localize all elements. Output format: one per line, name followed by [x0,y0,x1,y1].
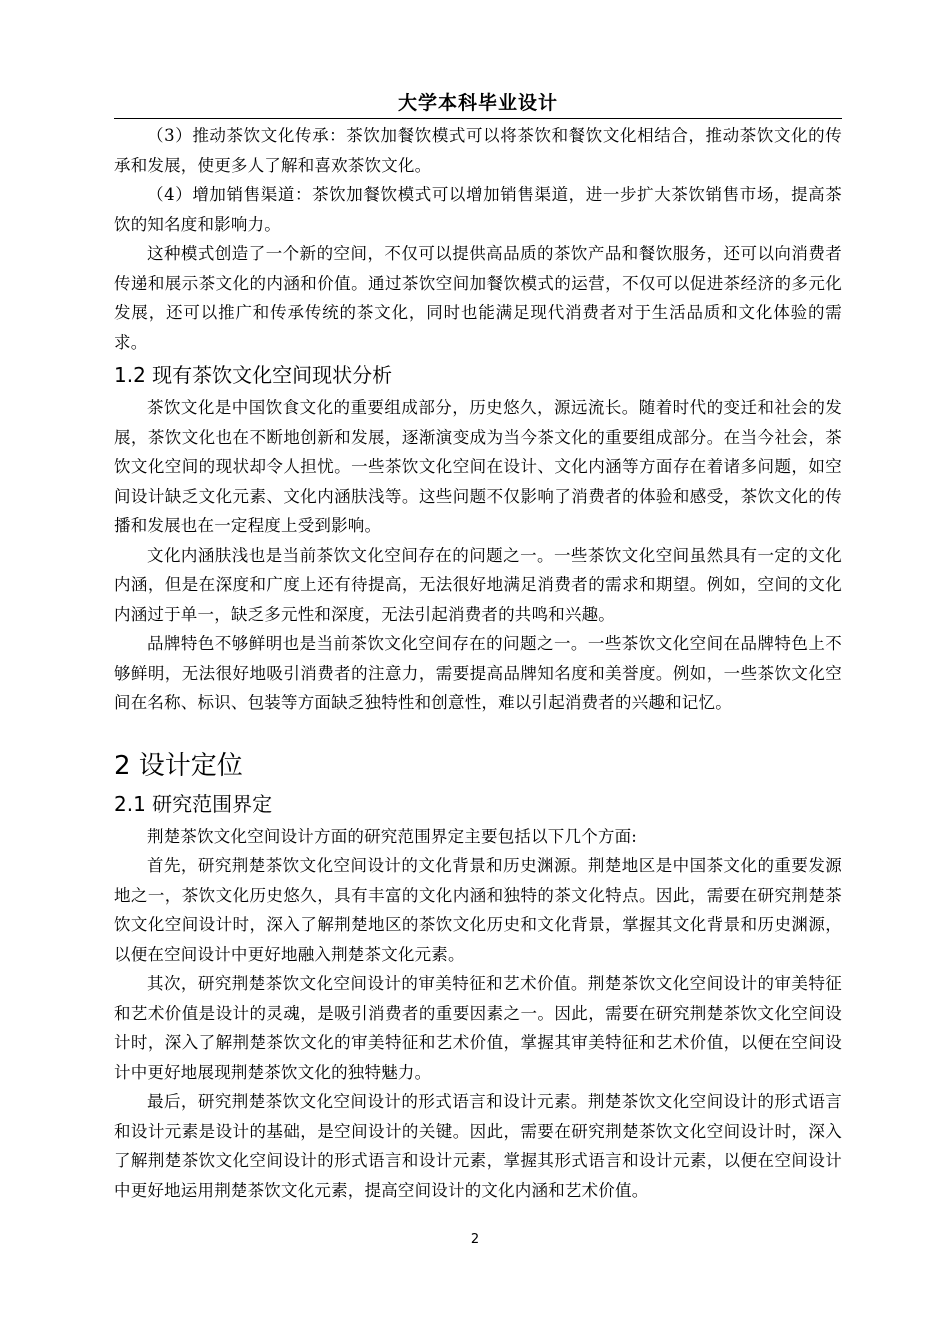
header-divider [114,118,842,119]
section-heading-1-2: 1.2 现有茶饮文化空间现状分析 [114,363,393,387]
body-paragraph: 文化内涵肤浅也是当前茶饮文化空间存在的问题之一。一些茶饮文化空间虽然具有一定的文化内涵，但是在深度和广度上还有待提高，无法很好地满足消费者的需求和期望。例如，空间的文化内涵过于单一，缺乏多元性和深度，无法引起消费者的共鸣和兴趣。 [114,545,842,624]
section-heading-2-1: 2.1 研究范围界定 [114,791,273,816]
chapter-spacer [114,718,842,746]
body-paragraph: 荆楚茶饮文化空间设计方面的研究范围界定主要包括以下几个方面: [147,826,638,846]
chapter-heading-2: 2 设计定位 [114,750,243,781]
body-paragraph: （4）增加销售渠道：茶饮加餐饮模式可以增加销售渠道，进一步扩大茶饮销售市场，提高茶饮的知名度和影响力。 [114,185,842,234]
body-paragraph: 品牌特色不够鲜明也是当前茶饮文化空间存在的问题之一。一些茶饮文化空间在品牌特色上不够鲜明，无法很好地吸引消费者的注意力，需要提高品牌知名度和美誉度。例如，一些茶饮文化空间在名称、标识、包装等方面缺乏独特性和创意性，难以引起消费者的兴趣和记忆。 [114,634,842,712]
page-body [114,121,842,1205]
body-paragraph: 其次，研究荆楚茶饮文化空间设计的审美特征和艺术价值。荆楚茶饮文化空间设计的审美特征和艺术价值是设计的灵魂，是吸引消费者的重要因素之一。因此，需要在研究荆楚茶饮文化空间设计时，深入了解荆楚茶饮文化的审美特征和艺术价值，掌握其审美特征和艺术价值，以便在空间设计中更好地展现荆楚茶饮文化的独特魅力。 [114,974,842,1082]
body-paragraph: 最后，研究荆楚茶饮文化空间设计的形式语言和设计元素。荆楚茶饮文化空间设计的形式语言和设计元素是设计的基础，是空间设计的关键。因此，需要在研究荆楚茶饮文化空间设计时，深入了解荆楚茶饮文化空间设计的形式语言和设计元素，掌握其形式语言和设计元素，以便在空间设计中更好地运用荆楚茶饮文化元素，提高空间设计的文化内涵和艺术价值。 [114,1092,842,1200]
page-number: 2 [470,1232,480,1247]
body-paragraph: 首先，研究荆楚茶饮文化空间设计的文化背景和历史渊源。荆楚地区是中国茶文化的重要发源地之一，茶饮文化历史悠久，具有丰富的文化内涵和独特的茶文化特点。因此，需要在研究荆楚茶饮文化空间设计时，深入了解荆楚地区的茶饮文化历史和文化背景，掌握其文化背景和历史渊源，以便在空间设计中更好地融入荆楚茶文化元素。 [114,856,842,964]
page-header-title: 大学本科毕业设计 [397,92,558,114]
body-paragraph: 这种模式创造了一个新的空间，不仅可以提供高品质的茶饮产品和餐饮服务，还可以向消费者传递和展示茶文化的内涵和价值。通过茶饮空间加餐饮模式的运营，不仅可以促进茶经济的多元化发展，还可以推广和传承传统的茶文化，同时也能满足现代消费者对于生活品质和文化体验的需求。 [114,244,842,352]
body-paragraph: 茶饮文化是中国饮食文化的重要组成部分，历史悠久，源远流长。随着时代的变迁和社会的发展，茶饮文化也在不断地创新和发展，逐渐演变成为当今茶文化的重要组成部分。在当今社会，茶饮文化空间的现状却令人担忧。一些茶饮文化空间在设计、文化内涵等方面存在着诸多问题，如空间设计缺乏文化元素、文化内涵肤浅等。这些问题不仅影响了消费者的体验和感受，茶饮文化的传播和发展也在一定程度上受到影响。 [114,398,842,535]
body-paragraph: （3）推动茶饮文化传承：茶饮加餐饮模式可以将茶饮和餐饮文化相结合，推动茶饮文化的传承和发展，使更多人了解和喜欢茶饮文化。 [114,126,842,175]
